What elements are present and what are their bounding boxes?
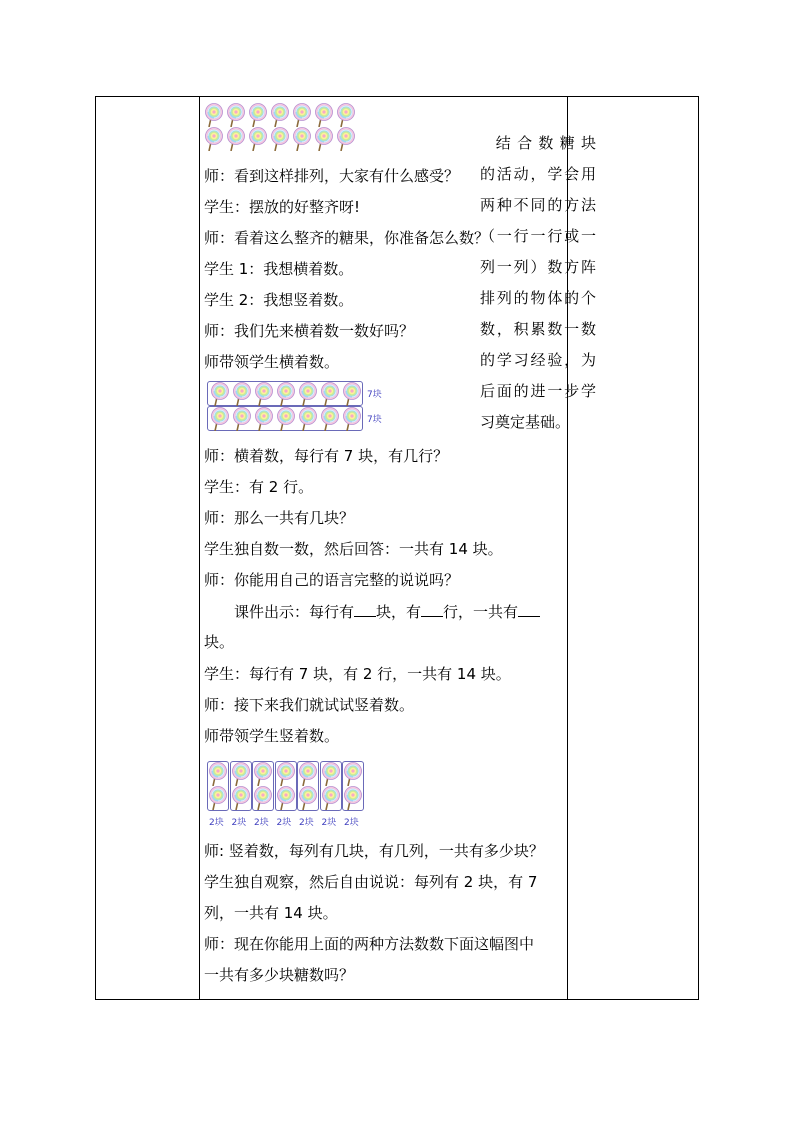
row-count-label: 7块 bbox=[367, 390, 382, 400]
lollipop-icon bbox=[298, 786, 318, 810]
dialogue-line: 师：现在你能用上面的两种方法数数下面这幅图中 bbox=[204, 935, 535, 953]
dialogue-line: 学生：有 2 行。 bbox=[204, 478, 314, 496]
blank bbox=[421, 602, 443, 617]
blank bbox=[354, 602, 376, 617]
lollipop-icon bbox=[248, 103, 268, 127]
dialogue-line: 师：接下来我们就试试竖着数。 bbox=[204, 696, 415, 714]
lollipop-icon bbox=[276, 382, 296, 406]
lollipop-icon bbox=[270, 127, 290, 151]
lollipop-icon bbox=[231, 762, 251, 786]
lollipop-icon bbox=[208, 786, 228, 810]
lollipop-icon bbox=[314, 103, 334, 127]
lollipop-icon bbox=[343, 786, 363, 810]
lollipop-figure-rows bbox=[207, 381, 387, 437]
lollipop-icon bbox=[343, 762, 363, 786]
lollipop-icon bbox=[342, 407, 362, 431]
lollipop-icon bbox=[208, 762, 228, 786]
column-count-label: 2块 bbox=[231, 818, 247, 828]
note-line: 排列的物体的个 bbox=[480, 289, 596, 307]
lollipop-icon bbox=[276, 762, 296, 786]
lollipop-icon bbox=[226, 127, 246, 151]
dialogue-line: 学生独自观察，然后自由说说：每列有 2 块，有 7 bbox=[204, 873, 538, 891]
lollipop-icon bbox=[298, 762, 318, 786]
dialogue-line: 师：看到这样排列，大家有什么感受？ bbox=[204, 167, 460, 185]
column-count-label: 2块 bbox=[321, 818, 337, 828]
lollipop-icon bbox=[232, 407, 252, 431]
note-line: 列一列）数方阵 bbox=[480, 258, 596, 276]
prompt-text: 块，有 bbox=[376, 603, 422, 621]
lollipop-figure-1 bbox=[204, 103, 364, 153]
dialogue-line: 师：看着这么整齐的糖果，你准备怎么数？ bbox=[204, 229, 490, 247]
prompt-text: 行，一共有 bbox=[443, 603, 519, 621]
note-line: 数，积累数一数 bbox=[480, 320, 596, 338]
dialogue-line: 一共有多少块糖数吗？ bbox=[204, 966, 355, 984]
lollipop-icon bbox=[314, 127, 334, 151]
note-line: 后面的进一步学 bbox=[480, 382, 596, 400]
column-divider-left bbox=[199, 97, 200, 999]
lollipop-icon bbox=[298, 407, 318, 431]
lollipop-icon bbox=[320, 382, 340, 406]
dialogue-line: 学生：摆放的好整齐呀! bbox=[204, 198, 361, 216]
lollipop-icon bbox=[254, 382, 274, 406]
dialogue-line: 学生 1：我想横着数。 bbox=[204, 260, 354, 278]
dialogue-line: 学生：每行有 7 块，有 2 行，一共有 14 块。 bbox=[204, 665, 511, 683]
column-count-label: 2块 bbox=[344, 818, 359, 828]
note-line: 习奠定基础。 bbox=[480, 413, 571, 431]
dialogue-line: 师：我们先来横着数一数好吗？ bbox=[204, 322, 415, 340]
prompt-text: 课件出示：每行有 bbox=[234, 603, 355, 621]
note-line: 结 合 数 糖 块 bbox=[480, 134, 596, 152]
lollipop-icon bbox=[270, 103, 290, 127]
design-intent-note bbox=[480, 128, 596, 438]
lollipop-icon bbox=[204, 103, 224, 127]
lollipop-icon bbox=[292, 103, 312, 127]
lollipop-icon bbox=[210, 407, 230, 431]
lollipop-icon bbox=[342, 382, 362, 406]
lollipop-icon bbox=[253, 786, 273, 810]
dialogue-line: 学生独自数一数，然后回答：一共有 14 块。 bbox=[204, 540, 503, 558]
dialogue-line: 师带领学生横着数。 bbox=[204, 353, 340, 371]
dialogue-line: 师：那么一共有几块？ bbox=[204, 509, 355, 527]
lollipop-icon bbox=[254, 407, 274, 431]
note-line: （一行一行或一 bbox=[480, 227, 596, 245]
lollipop-icon bbox=[226, 103, 246, 127]
lollipop-icon bbox=[210, 382, 230, 406]
lesson-table bbox=[95, 96, 699, 1000]
lollipop-icon bbox=[320, 407, 340, 431]
lollipop-icon bbox=[321, 786, 341, 810]
lollipop-figure-columns bbox=[207, 761, 367, 829]
lollipop-icon bbox=[231, 786, 251, 810]
courseware-prompt bbox=[234, 602, 540, 621]
column-count-label: 2块 bbox=[276, 818, 292, 828]
column-count-label: 2块 bbox=[254, 818, 269, 828]
lollipop-icon bbox=[321, 762, 341, 786]
column-count-label: 2块 bbox=[299, 818, 314, 828]
dialogue-line: 师: 竖着数，每列有几块，有几列，一共有多少块？ bbox=[204, 842, 544, 860]
blank bbox=[518, 602, 540, 617]
lollipop-icon bbox=[336, 103, 356, 127]
lollipop-icon bbox=[298, 382, 318, 406]
note-line: 的活动，学会用 bbox=[480, 165, 596, 183]
lollipop-icon bbox=[292, 127, 312, 151]
dialogue-line: 师：你能用自己的语言完整的说说吗？ bbox=[204, 571, 460, 589]
note-line: 两种不同的方法 bbox=[480, 196, 596, 214]
lollipop-icon bbox=[204, 127, 224, 151]
lollipop-icon bbox=[253, 762, 273, 786]
lollipop-icon bbox=[276, 786, 296, 810]
column-count-label: 2块 bbox=[209, 818, 224, 828]
note-line: 的学习经验，为 bbox=[480, 351, 596, 369]
lollipop-icon bbox=[232, 382, 252, 406]
row-count-label: 7块 bbox=[367, 415, 382, 425]
dialogue-line: 师：横着数，每行有 7 块，有几行？ bbox=[204, 447, 449, 465]
lollipop-icon bbox=[248, 127, 268, 151]
lollipop-icon bbox=[336, 127, 356, 151]
dialogue-line: 块。 bbox=[204, 633, 235, 651]
dialogue-line: 学生 2：我想竖着数。 bbox=[204, 291, 354, 309]
dialogue-line: 师带领学生竖着数。 bbox=[204, 727, 340, 745]
dialogue-line: 列，一共有 14 块。 bbox=[204, 904, 338, 922]
lollipop-icon bbox=[276, 407, 296, 431]
